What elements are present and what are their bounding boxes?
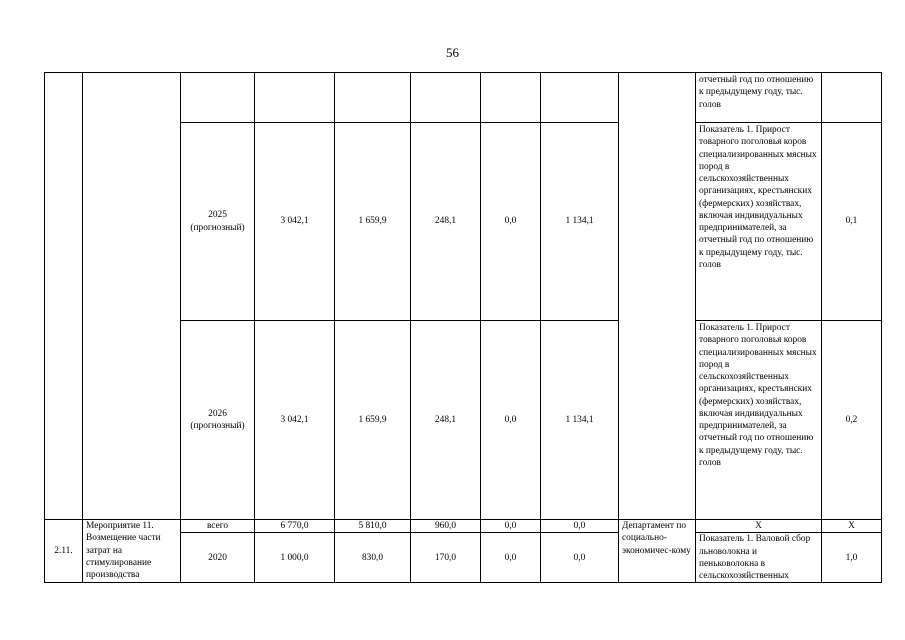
table-row-measure-total (45, 520, 882, 533)
page-number: 56 (446, 45, 459, 60)
cell-measure-number: 2.11. (45, 520, 83, 583)
cell-col3: 248,1 (411, 321, 481, 520)
cell-col2: 830,0 (335, 533, 411, 583)
cell-col4: 0,0 (481, 520, 541, 533)
cell-indicator: Показатель 1. Прирост товарного поголовья коров специализированных мясных пород в сельскохозяйственных организациях, крестьянских (фермерских) хозяйствах, включая индивидуальных предпринимателей, за отчетный год по отношению к предыдущему году, тыс. голов (696, 321, 822, 520)
cell-total: 3 042,1 (255, 123, 335, 321)
cell-col3: 248,1 (411, 123, 481, 321)
cell-indicator: Показатель 1. Прирост товарного поголовья коров специализированных мясных пород в сельскохозяйственных организациях, крестьянских (фермерских) хозяйствах, включая индивидуальных предпринимателей, за отчетный год по отношению к предыдущему году, тыс. голов (696, 123, 822, 321)
cell-col2: 5 810,0 (335, 520, 411, 533)
cell-col2 (335, 73, 411, 123)
cell-col2: 1 659,9 (335, 321, 411, 520)
cell-name-cont (83, 73, 181, 520)
cell-col4 (481, 73, 541, 123)
cell-year (181, 73, 255, 123)
cell-value: 0,2 (822, 321, 882, 520)
cell-col5 (541, 73, 619, 123)
cell-number-cont (45, 73, 83, 520)
cell-year: 2026 (прогнозный) (181, 321, 255, 520)
cell-total: 1 000,0 (255, 533, 335, 583)
cell-col5: 0,0 (541, 533, 619, 583)
cell-value: Х (822, 520, 882, 533)
cell-col4: 0,0 (481, 533, 541, 583)
cell-year: 2025 (прогнозный) (181, 123, 255, 321)
cell-col5: 1 134,1 (541, 123, 619, 321)
cell-col3: 170,0 (411, 533, 481, 583)
cell-executor-cont (619, 73, 696, 520)
cell-measure-title: Мероприятие 11. Возмещение части затрат на стимулирование производства (83, 520, 181, 583)
cell-total: 6 770,0 (255, 520, 335, 533)
cell-indicator: отчетный год по отношению к предыдущему году, тыс. голов (696, 73, 822, 123)
cell-indicator: Х (696, 520, 822, 533)
cell-col2: 1 659,9 (335, 123, 411, 321)
cell-value (822, 73, 882, 123)
cell-col3: 960,0 (411, 520, 481, 533)
cell-indicator: Показатель 1. Валовой сбор льноволокна и пеньковолокна в сельскохозяйственных (696, 533, 822, 583)
cell-executor: Департамент по социально-экономичес-кому (619, 520, 696, 583)
cell-col4: 0,0 (481, 123, 541, 321)
cell-year: всего (181, 520, 255, 533)
cell-value: 0,1 (822, 123, 882, 321)
table-row-continuation (45, 73, 882, 123)
cell-col3 (411, 73, 481, 123)
cell-total (255, 73, 335, 123)
cell-value: 1,0 (822, 533, 882, 583)
cell-total: 3 042,1 (255, 321, 335, 520)
program-table (44, 72, 882, 583)
cell-year: 2020 (181, 533, 255, 583)
cell-col4: 0,0 (481, 321, 541, 520)
cell-col5: 0,0 (541, 520, 619, 533)
cell-col5: 1 134,1 (541, 321, 619, 520)
